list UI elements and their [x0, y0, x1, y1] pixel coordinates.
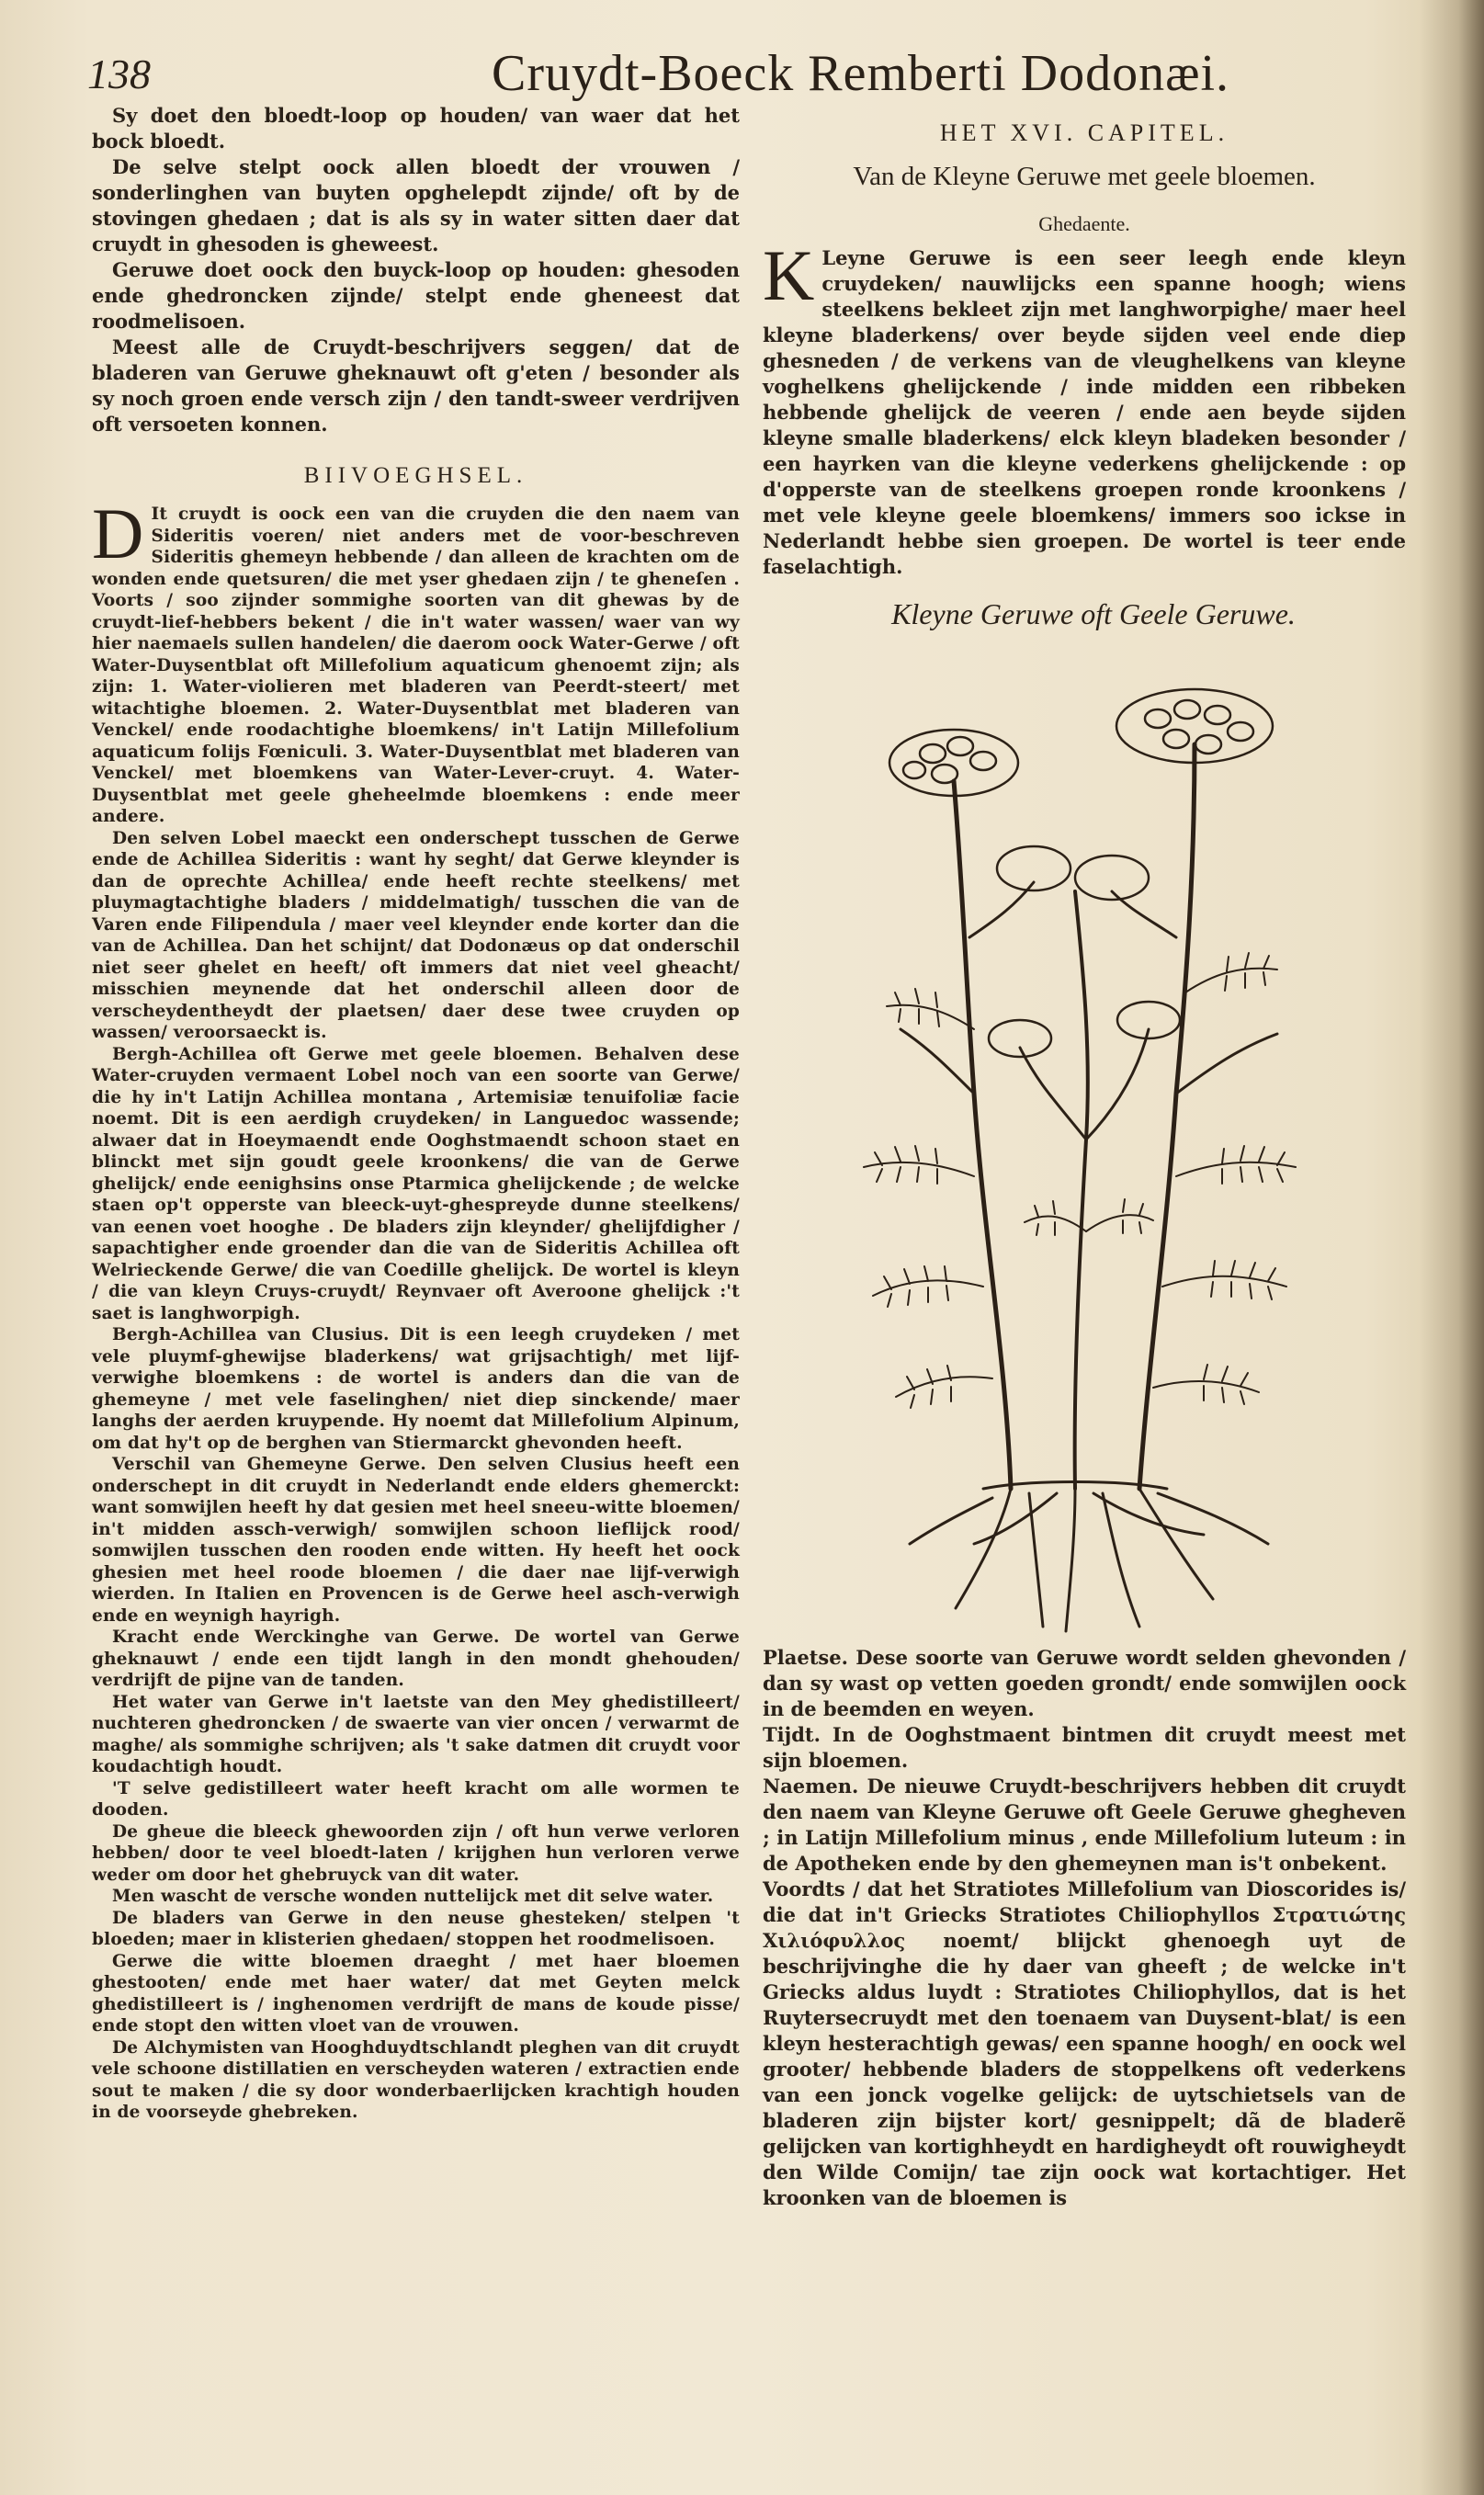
- running-head: Cruydt-Boeck Remberti Dodonæi.: [492, 45, 1230, 102]
- stem-right: [1139, 744, 1195, 1489]
- right-column-top: [763, 119, 1406, 580]
- intro-paragraph: De selve stelpt oock allen bloedt der vrouwen / sonderlinghen van buyten opghelepdt zijnde/ oft by de stovingen ghedaen ; dat is als sy in water sitten daer dat cruydt in ghesoden is gheweest.: [92, 155, 740, 255]
- left-column: [92, 103, 740, 2124]
- intro-paragraph: Geruwe doet oock den buyck-loop op houden: ghesoden ende ghedroncken zijnde/ stelpt ende gheneest dat roodmelisoen.: [92, 258, 740, 333]
- bijvoeghsel-paragraph: Kracht ende Werckinghe van Gerwe. De wortel van Gerwe gheknauwt / ende een tijdt langh in den mondt ghehouden/ verdrijft de pijne van de tanden.: [92, 1627, 740, 1690]
- page-header: [87, 44, 1420, 108]
- stem-left: [954, 781, 1011, 1489]
- section-title-bijvoeghsel: BIIVOEGHSEL.: [303, 463, 528, 488]
- subhead-ghedaente: Ghedaente.: [1038, 212, 1130, 235]
- dropcap: D: [92, 493, 144, 573]
- bijvoeghsel-paragraph: 'T selve gedistilleert water heeft kracht om alle wormen te dooden.: [92, 1778, 740, 1820]
- right-column-bottom: [763, 1645, 1406, 2211]
- chapter-subtitle: Van de Kleyne Geruwe met geele bloemen.: [853, 162, 1316, 191]
- dropcap: K: [763, 235, 815, 315]
- bijvoeghsel-paragraph: Den selven Lobel maeckt een onderschept tusschen de Gerwe ende de Achillea Sideritis : want hy seght/ dat Gerwe kleynder is dan de oprechte Achillea/ ende heeft rechte steelkens/ met pluymagtachtighe bladers / middelmatigh/ tusschen die van de Varen ende Filipendula / maer veel kleynder ende korter dan die van de Achillea. Dan het schijnt/ dat Dodonæus op dat onderschil niet seer ghelet en heeft/ oft immers dat niet veel gheacht/ misschien meynende dat het onderschil alleen door de verscheydentheydt der plaetsen/ daer dese twee cruyden op wassen/ veroorsaeckt is.: [92, 828, 740, 1042]
- yarrow-woodcut-illustration: [845, 662, 1360, 1636]
- figure-caption: Kleyne Geruwe oft Geele Geruwe.: [891, 597, 1296, 630]
- bijvoeghsel-paragraph: De bladers van Gerwe in den neuse ghesteken/ stelpen 't bloeden; maer in klisterien ghedaen/ stoppen het roodmelisoen.: [92, 1908, 740, 1949]
- naemen-paragraph: Naemen. De nieuwe Cruydt-beschrijvers hebben dit cruydt den naem van Kleyne Geruwe oft Geele Geruwe ghegheven ; in Latijn Millefolium minus , ende Millefolium luteum : in de Apotheken ende by den ghemeynen man is't onbekent.: [763, 1775, 1406, 1875]
- intro-paragraph: Meest alle de Cruydt-beschrijvers seggen/ dat de bladeren van Geruwe gheknauwt oft g'eten / besonder als sy noch groen ende versch zijn / den tandt-sweer verdrijven oft versoeten konnen.: [92, 335, 740, 436]
- bijvoeghsel-paragraph: Gerwe die witte bloemen draeght / met haer bloemen ghestooten/ ende met haer water/ dat met Geyten melck ghedistilleert is / inghenomen verdrijft de mans de koude pisse/ ende stopt den witten vloet van de vrouwen.: [92, 1951, 740, 2036]
- description-text: Leyne Geruwe is een seer leegh ende kleyn cruydeken/ nauwlijcks een spanne hoogh; wiens steelkens bekleet zijn met langhworpighe/ maer heel kleyne bladerkens/ over beyde sijden veel ende diep ghesneden / de verkens van de vleughelkens van kleyne voghelkens ghelijckende / inde midden een ribbeken hebbende ghelijck de veeren / ende aen beyde sijden kleyne smalle bladerkens/ elck kleyn bladeken besonder / een hayrken van die kleyne vederkens ghelijckende : op d'opperste van de steelkens groepen ronde kroonkens / met vele kleyne geele bloemkens/ immers soo ickse in Nederlandt hebbe sien groepen. De wortel is teer ende faselachtigh.: [763, 246, 1406, 578]
- stem-middle: [1075, 891, 1088, 1489]
- intro-paragraph: Sy doet den bloedt-loop op houden/ van waer dat het bock bloedt.: [92, 104, 740, 153]
- voordts-paragraph: Voordts / dat het Stratiotes Millefolium van Dioscorides is/ die dat in't Griecks Stratiotes Chiliophyllos Στρατιώτης Χιλιόφυλλος noemt/ blijckt ghenoegh uyt de beschrijvinghe die hy daer van gheeft ; de welcke in't Griecks aldus luydt : Stratiotes Chiliophyllos, dat is het Ruytersecruydt met den toenaem van Duysent-blat/ is een kleyn hesterachtigh gewas/ een spanne hoogh/ en oock wel grooter/ hebbende bladers de stoppelkens oft vederkens van een jonck vogelke gelijck: de uytschietsels van de bladeren zijn bijster kort/ gesnippelt; dã de bladerẽ gelijcken van kortighheydt en hardigheydt oft rouwigheydt den Wilde Comijn/ tae zijn oock wat kortachtiger. Het kroonken van de bloemen is: [763, 1877, 1406, 2209]
- bijvoeghsel-paragraph: Het water van Gerwe in't laetste van den Mey ghedistilleert/ nuchteren ghedroncken / de swaerte van vier oncen / verwarmt de maghe/ als sommighe schrijven; als 't sake datmen dit cruydt voor koudachtigh houdt.: [92, 1692, 740, 1776]
- page-number: 138: [87, 51, 151, 97]
- bijvoeghsel-paragraph: [92, 493, 740, 828]
- bijvoeghsel-paragraph: Verschil van Ghemeyne Gerwe. Den selven Clusius heeft een onderschept in dit cruydt in Nederlandt ende elders ghemerckt: want somwijlen heeft hy dat gesien met heel sneeu-witte bloemen/ in't midden assch-verwigh/ somwijlen schoon lieflijck rood/ somwijlen tusschen den rooden ende witten. Hy heeft het oock ghesien met heel roode bloemen / die daer nae lijf-verwigh wierden. In Italien en Provencen is de Gerwe heel asch-verwigh ende en weynigh hayrigh.: [92, 1455, 740, 1626]
- description-paragraph: [763, 235, 1406, 580]
- chapter-title: HET XVI. CAPITEL.: [939, 119, 1229, 146]
- bijvoeghsel-paragraph: De Alchymisten van Hooghduydtschlandt pleghen van dit cruydt vele schoone distillatien en verscheyden wateren / extractien ende sout te maken / die sy door wonderbaerlijcken krachtigh houden in de voorseyde ghebreken.: [92, 2037, 740, 2122]
- plaetse-paragraph: Plaetse. Dese soorte van Geruwe wordt selden ghevonden / dan sy wast op vetten goeden grondt/ ende somwijlen oock in de beemden en weyen.: [763, 1646, 1406, 1720]
- bijvoeghsel-text: It cruydt is oock een van die cruyden die den naem van Sideritis voeren/ niet anders met de voor-beschreven Sideritis ghemeyn hebbende / dan alleen de krachten om de wonden ende quetsuren/ die met yser ghedaen zijn / te gheneſen . Voorts / soo zijnder sommighe soorten van dit ghewas by de cruydt-lief-hebbers bekent / die in't water wassen/ waer van wy hier naemaels sullen handelen/ die daerom oock Water-Gerwe / oft Water-Duysentblat oft Millefolium aquaticum ghenoemt zijn; als zijn: 1. Water-violieren met bladeren van Peerdt-steert/ met witachtighe bloemen. 2. Water-Duysentblat met bladeren van Venckel/ ende roodachtighe bloemkens/ in't Latijn Millefolium aquaticum folijs Fœniculi. 3. Water-Duysentblat met bladeren van Venckel/ met bloemkens van Water-Lever-cruyt. 4. Water-Duysentblat met geele gheheelmde bloemkens : ende meer andere.: [92, 505, 740, 826]
- tijdt-paragraph: Tijdt. In de Ooghstmaent bintmen dit cruydt meest met sijn bloemen.: [763, 1723, 1406, 1772]
- bijvoeghsel-paragraph: Bergh-Achillea van Clusius. Dit is een leegh cruydeken / met vele pluymf-ghewijse bladerkens/ wat grijsachtigh/ met lijf-verwighe bloemkens : de wortel is anders dan die van de ghemeyne / met vele faselinghen/ niet diep sinckende/ maer langhs der aerden kruypende. Hy noemt dat Millefolium Alpinum, om dat hy't op de berghen van Stiermarckt ghevonden heeft.: [92, 1325, 740, 1453]
- bijvoeghsel-paragraph: Men wascht de versche wonden nuttelijck met dit selve water.: [112, 1887, 714, 1906]
- bijvoeghsel-paragraph: Bergh-Achillea oft Gerwe met geele bloemen. Behalven dese Water-cruyden vermaent Lobel noch van een soorte van Gerwe/ die hy in't Latijn Achillea montana , Artemisiæ tenuifoliæ facie noemt. Dit is een aerdigh cruydeken/ in Languedoc wassende; alwaer dat in Hoeymaendt ende Ooghstmaendt schoon staet en blinckt met sijn goudt geele kroonkens/ die van de Gerwe ghelijck/ ende eenighsins onse Ptarmica ghelijckende ; de welcke staen op't opperste van bleeck-uyt-ghespreyde dunne steelkens/ van eenen voet hooghe . De bladers zijn kleynder/ ghelijfdigher / sapachtigher ende groender dan die van de Sideritis Achillea oft Welrieckende Gerwe/ die van Coedille ghelijck. De wortel is kleyn / die van kleyn Cruys-cruydt/ Reynvaer oft Averoone ghelijck :'t saet is langhworpigh.: [92, 1044, 740, 1323]
- bijvoeghsel-paragraph: De gheue die bleeck ghewoorden zijn / oft hun verwe verloren hebben/ door te veel bloedt-laten / krijghen hun verloren verwe weder om door het ghebruyck van dit water.: [92, 1821, 740, 1885]
- spine-shadow: [1420, 0, 1484, 2495]
